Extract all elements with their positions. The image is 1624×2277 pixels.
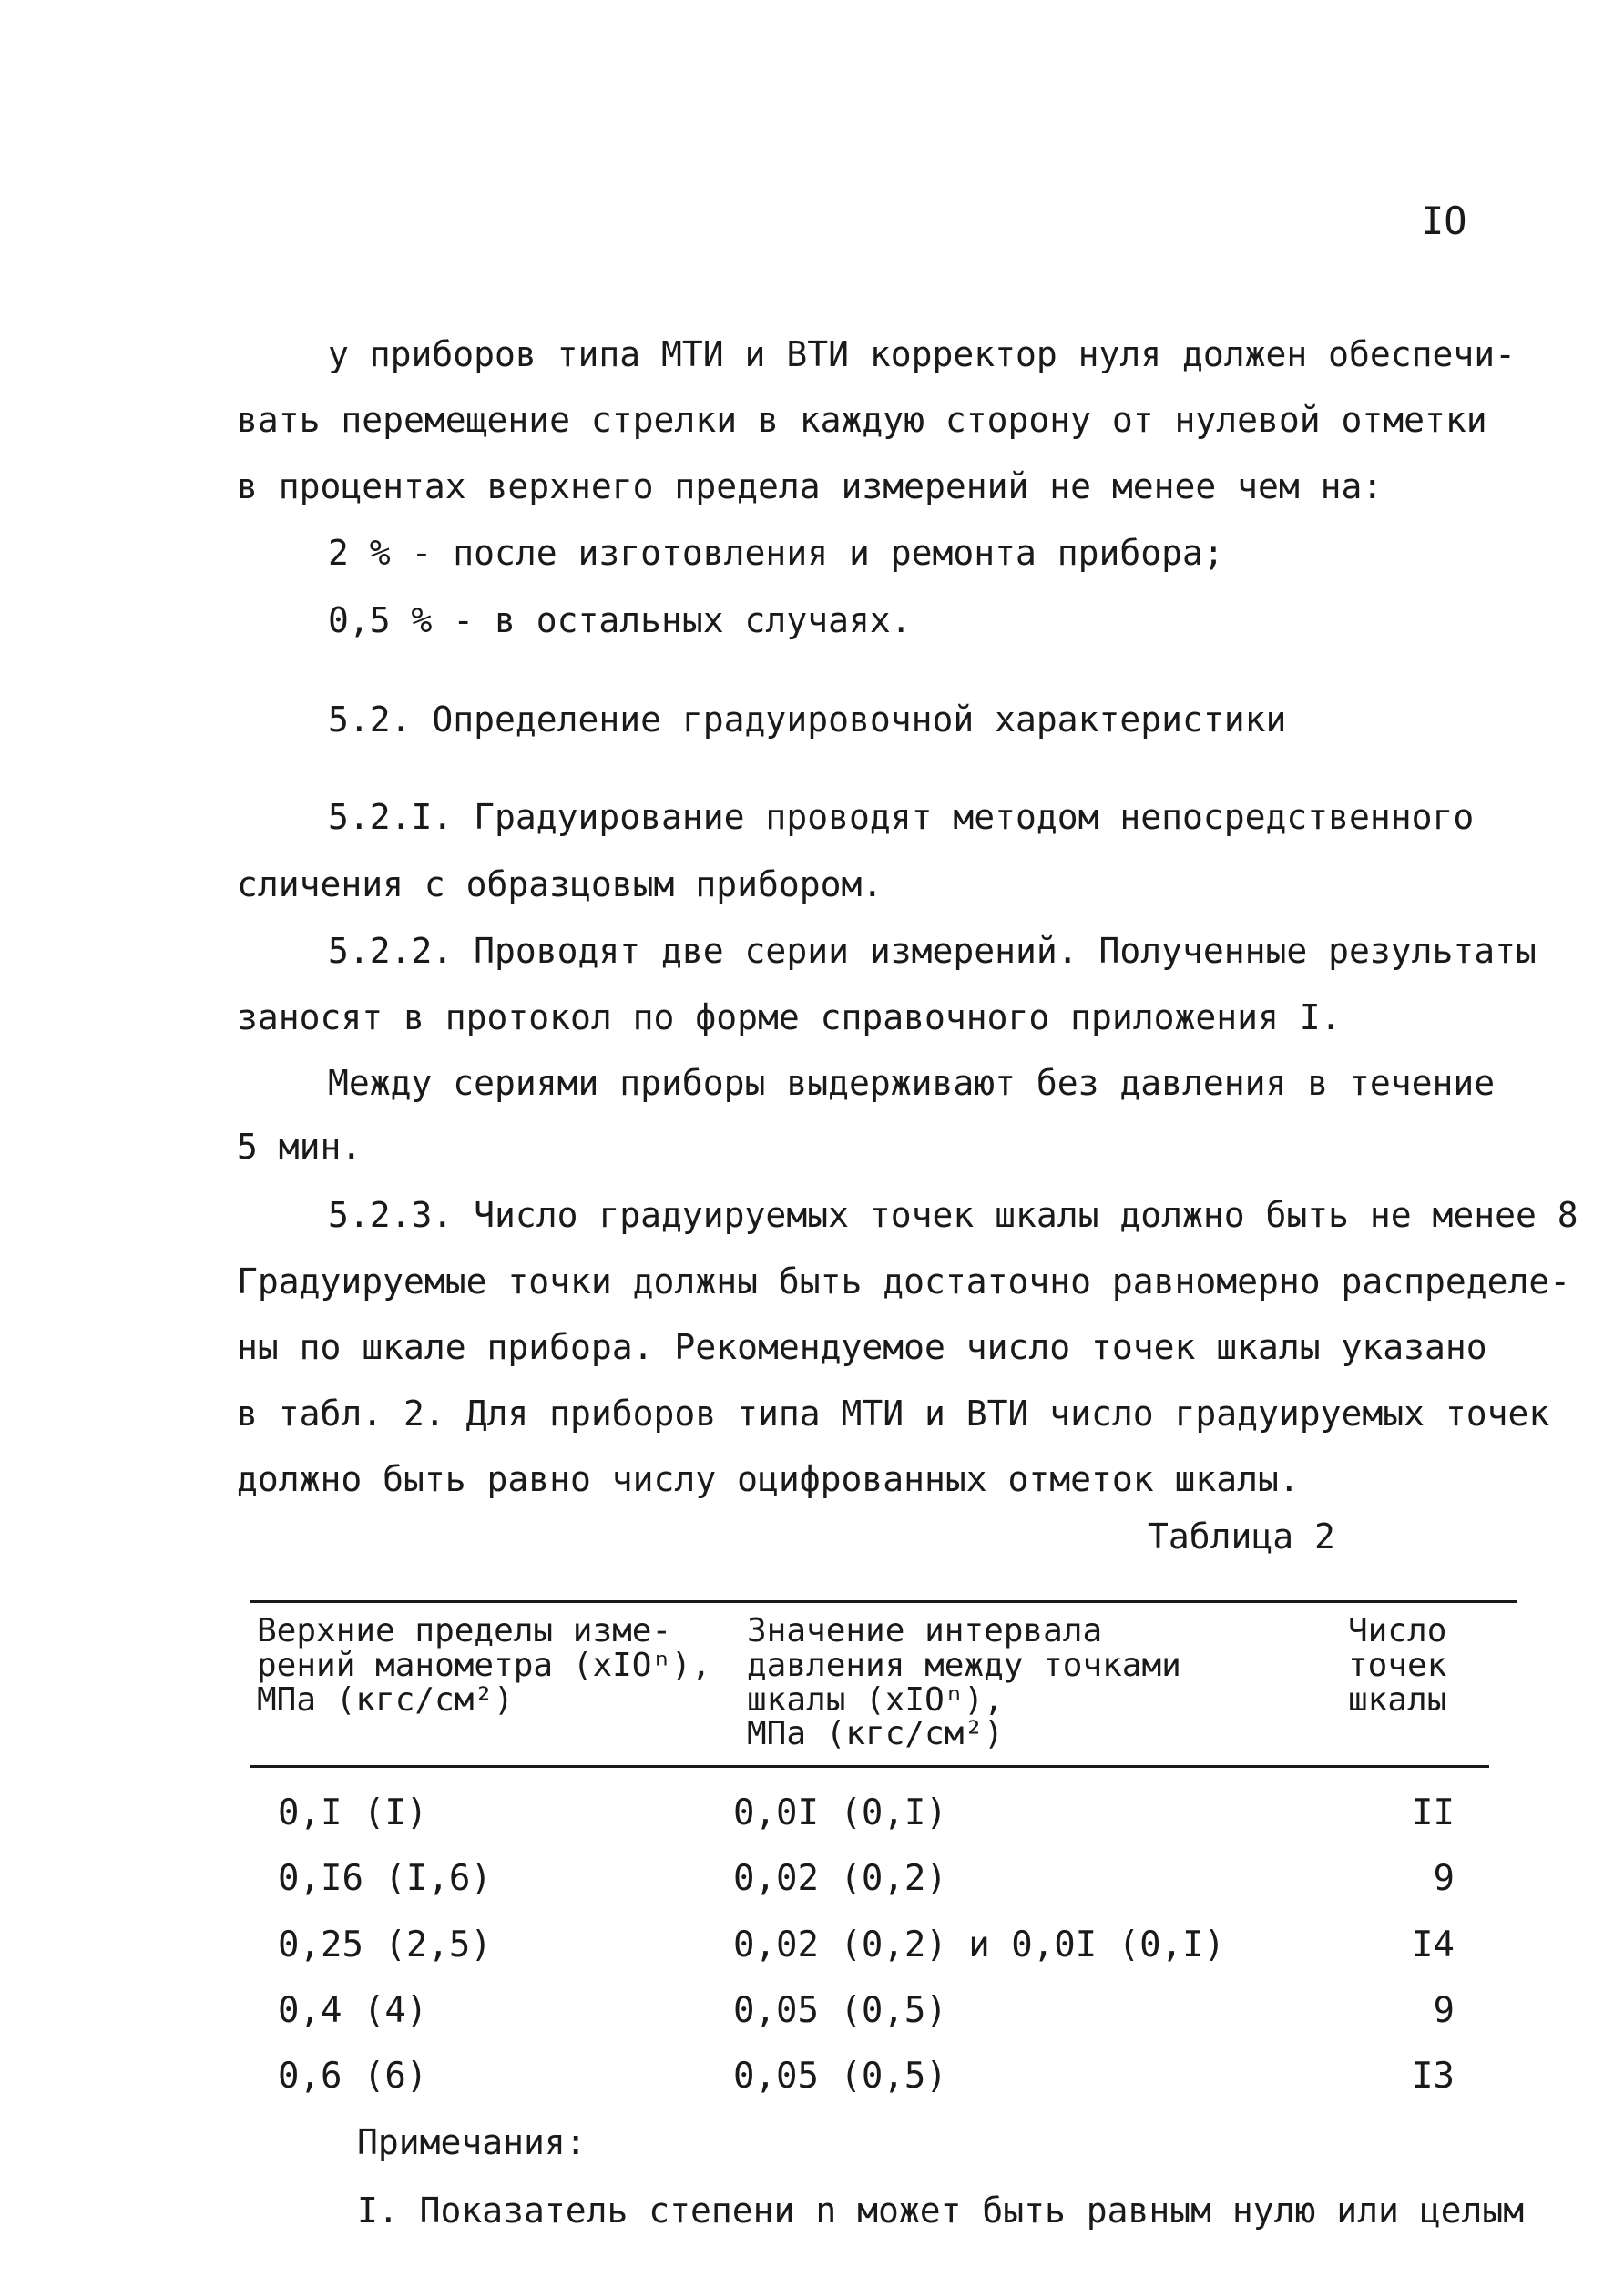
body-line: 5 мин.	[237, 1127, 363, 1167]
table-cell: 0,I (I)	[278, 1792, 428, 1833]
body-line: заносят в протокол по форме справочного приложения I.	[237, 997, 1342, 1037]
body-line: сличения с образцовым прибором.	[237, 864, 883, 904]
table-cell: 9	[1433, 1990, 1455, 2031]
table-header-rule	[250, 1765, 1489, 1768]
table-cell: 0,02 (0,2)	[733, 1858, 947, 1899]
table-cell: II	[1412, 1792, 1455, 1833]
table-header-upper-limits: Верхние пределы изме- рений манометра (xIOⁿ), МПа (кгс/см²)	[257, 1612, 711, 1719]
body-line: 2 % - после изготовления и ремонта прибора;	[328, 533, 1224, 573]
page-number: IO	[1421, 199, 1467, 243]
body-line: должно быть равно числу оцифрованных отметок шкалы.	[237, 1459, 1300, 1499]
table-cell: I4	[1412, 1925, 1455, 1966]
body-line: в табл. 2. Для приборов типа МТИ и ВТИ число градуируемых точек	[237, 1394, 1550, 1434]
body-line: в процентах верхнего предела измерений не менее чем на:	[237, 466, 1384, 506]
table-header-points: Число точек шкалы	[1348, 1612, 1447, 1719]
body-line: ны по шкале прибора. Рекомендуемое число точек шкалы указано	[237, 1327, 1487, 1367]
table-cell: 0,0I (0,I)	[733, 1792, 947, 1833]
table-cell: 0,6 (6)	[278, 2056, 428, 2097]
table-top-rule	[250, 1600, 1517, 1603]
table-cell: 0,05 (0,5)	[733, 2056, 947, 2097]
body-line: Градуируемые точки должны быть достаточно равномерно распределе-	[237, 1261, 1571, 1302]
section-heading: 5.2. Определение градуировочной характеристики	[328, 699, 1287, 740]
body-line: 5.2.I. Градуирование проводят методом непосредственного	[328, 797, 1475, 837]
table-cell: 0,25 (2,5)	[278, 1925, 492, 1966]
table-header-interval: Значение интервала давления между точками шкалы (xIOⁿ), МПа (кгс/см²)	[747, 1612, 1181, 1753]
note-item: I. Показатель степени n может быть равным нулю или целым	[357, 2190, 1525, 2231]
table-caption: Таблица 2	[1148, 1516, 1335, 1557]
notes-title: Примечания:	[357, 2122, 587, 2162]
table-cell: 0,02 (0,2) и 0,0I (0,I)	[733, 1925, 1226, 1966]
table-cell: 0,I6 (I,6)	[278, 1858, 492, 1899]
body-line: Между сериями приборы выдерживают без давления в течение	[328, 1063, 1496, 1103]
body-line: 5.2.3. Число градуируемых точек шкалы должно быть не менее 8	[328, 1195, 1578, 1235]
table-cell: 0,4 (4)	[278, 1990, 428, 2031]
body-line: у приборов типа МТИ и ВТИ корректор нуля должен обеспечи-	[328, 334, 1517, 374]
table-cell: I3	[1412, 2056, 1455, 2097]
body-line: 5.2.2. Проводят две серии измерений. Полученные результаты	[328, 931, 1537, 971]
body-line: 0,5 % - в остальных случаях.	[328, 600, 912, 640]
body-line: вать перемещение стрелки в каждую сторону от нулевой отметки	[237, 400, 1487, 440]
table-cell: 9	[1433, 1858, 1455, 1899]
table-cell: 0,05 (0,5)	[733, 1990, 947, 2031]
